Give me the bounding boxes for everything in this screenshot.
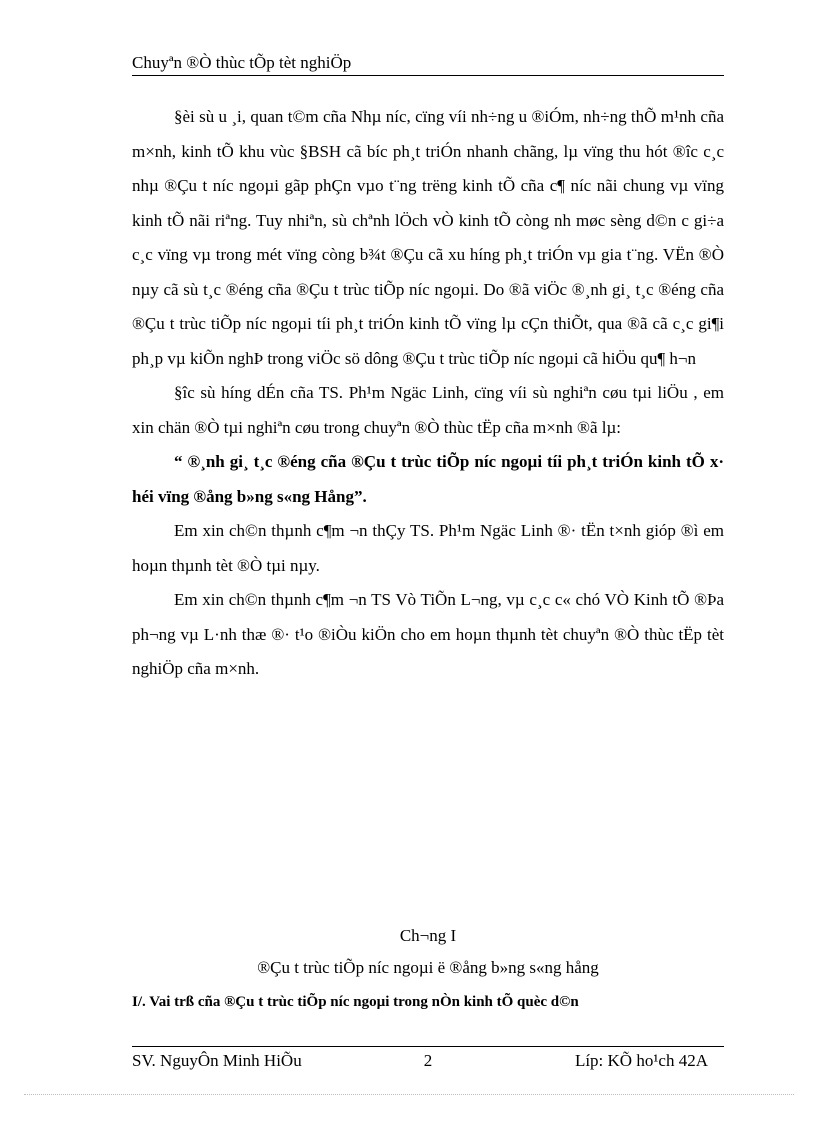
page-edge-divider [24, 1094, 794, 1095]
paragraph-2: §îc sù híng dÉn cña TS. Ph¹m Ngäc Linh, cïng víi sù nghiªn cøu tµi liÖu , em xin chän ®Ò tµi nghiªn cøu trong chuyªn ®Ò thùc tËp cña m×nh ®ã lµ: [132, 383, 724, 437]
body-text [132, 100, 724, 687]
page-footer [132, 1046, 724, 1075]
paragraph-4: Em xin ch©n thµnh c¶m ¬n thÇy TS. Ph¹m Ngäc Linh ®· tËn t×nh gióp ®ì em hoµn thµnh tèt ®Ò tµi nµy. [132, 521, 724, 575]
footer-student: SV. NguyÔn Minh HiÕu [132, 1051, 302, 1070]
page-header: Chuyªn ®Ò thùc tÕp tèt nghiÖp [132, 52, 724, 76]
section-heading: I/. Vai trß cña ®Çu t trùc tiÕp níc ngoµi trong nÒn kinh tÕ quèc d©n [132, 994, 579, 1010]
paragraph-1: §èi sù u ¸i, quan t©m cña Nhµ níc, cïng víi nh÷ng u ®iÓm, nh÷ng thÕ m¹nh cña m×nh, kinh tÕ khu vùc §BSH cã bíc ph¸t triÓn nhanh chãng, lµ vïng thu hót ®îc c¸c nhµ ®Çu t níc ngoµi gãp phÇn vµo t¨ng trëng kinh tÕ cña c¶ níc nãi chung vµ vïng kinh tÕ nãi riªng. Tuy nhiªn, sù chªnh lÖch vÒ kinh tÕ còng nh møc sèng d©n c gi÷a c¸c vïng vµ trong mét vïng còng b¾t ®Çu cã xu híng ph¸t triÓn vµ gia t¨ng. VËn ®Ò nµy cã sù t¸c ®éng cña ®Çu t trùc tiÕp níc ngoµi. Do ®ã viÖc ®¸nh gi¸ t¸c ®éng cña ®Çu t trùc tiÕp níc ngoµi tíi ph¸t triÓn kinh tÕ vïng lµ cÇn thiÕt, qua ®ã cã c¸c gi¶i ph¸p vµ kiÕn nghÞ trong viÖc sö dông ®Çu t trùc tiÕp níc ngoµi cã hiÖu qu¶ h¬n [132, 107, 724, 368]
chapter-title: Ch¬ng I [399, 926, 457, 945]
footer-page-number: 2 [423, 1051, 433, 1070]
chapter-subtitle: ®Çu t trùc tiÕp níc ngoµi ë ®ång b»ng s«ng hång [257, 958, 599, 977]
paragraph-3-topic: “ ®¸nh gi¸ t¸c ®éng cña ®Çu t trùc tiÕp níc ngoµi tíi ph¸t triÓn kinh tÕ x· héi vïng ®ång b»ng s«ng Hång”. [132, 452, 724, 506]
paragraph-5: Em xin ch©n thµnh c¶m ¬n TS Vò TiÕn L¬ng, vµ c¸c c« chó VÒ Kinh tÕ ®Þa ph¬ng vµ L·nh thæ ®· t¹o ®iÒu kiÖn cho em hoµn thµnh tèt chuyªn ®Ò thùc tËp tèt nghiÖp cña m×nh. [132, 590, 724, 678]
footer-class: Líp: KÕ ho¹ch 42A [574, 1051, 708, 1070]
